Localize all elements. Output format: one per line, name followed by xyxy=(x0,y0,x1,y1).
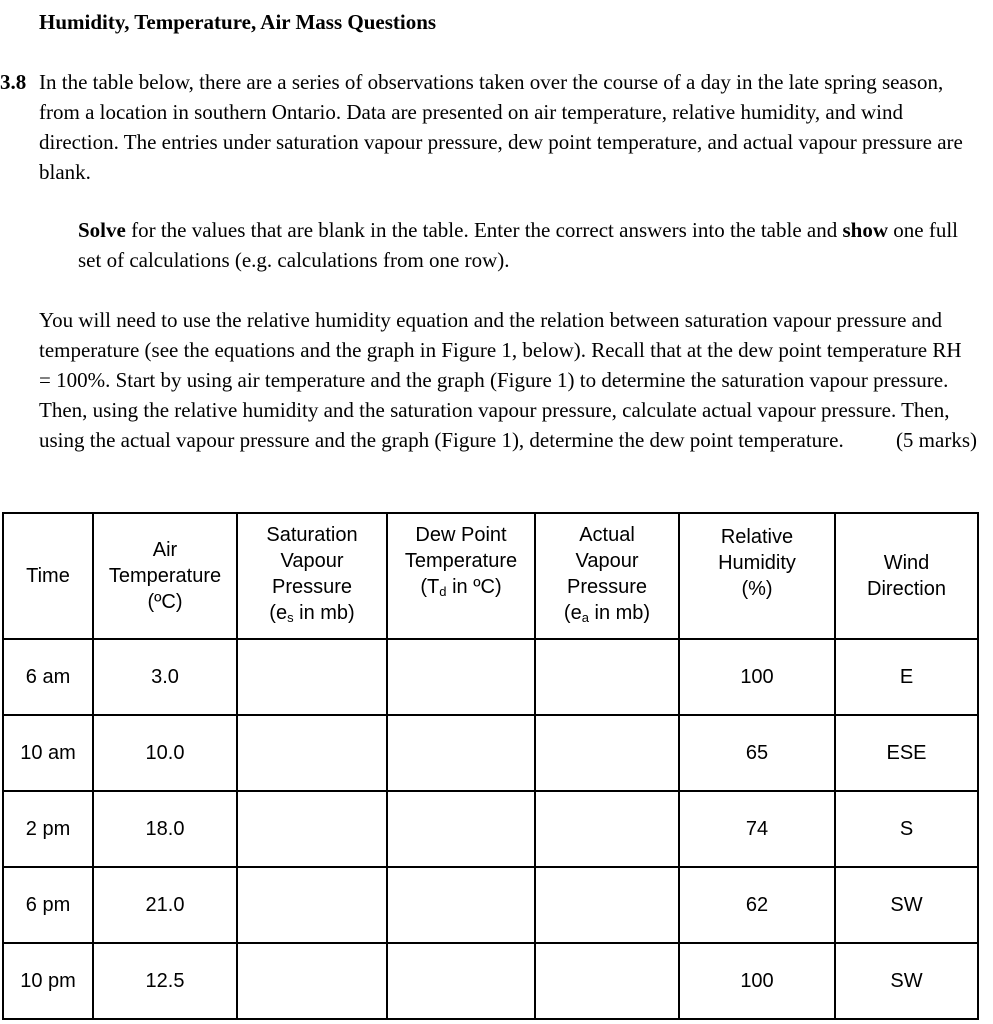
cell-dew-point[interactable] xyxy=(387,943,535,1019)
header-wind-direction: Wind Direction xyxy=(835,513,978,639)
cell-dew-point[interactable] xyxy=(387,791,535,867)
marks-label: (5 marks) xyxy=(895,428,977,452)
cell-svp[interactable] xyxy=(237,639,387,715)
question-number: 3.8 xyxy=(0,70,27,94)
solve-text-1: for the values that are blank in the table. Enter the correct answers into the table and xyxy=(125,218,843,242)
cell-rh: 74 xyxy=(679,791,835,867)
cell-time: 6 am xyxy=(3,639,93,715)
cell-svp[interactable] xyxy=(237,943,387,1019)
cell-rh: 100 xyxy=(679,639,835,715)
table-row xyxy=(3,715,978,791)
header-actual-vapour-pressure: Actual Vapour Pressure ($e_a$ in mb) xyxy=(535,513,679,639)
cell-air-temp: 21.0 xyxy=(93,867,237,943)
header-saturation-vapour-pressure: Saturation Vapour Pressure ($e_s$ in mb) xyxy=(237,513,387,639)
cell-wind: E xyxy=(835,639,978,715)
header-relative-humidity: Relative Humidity (%) xyxy=(679,513,835,639)
header-air-temperature: Air Temperature (ºC) xyxy=(93,513,237,639)
table-row xyxy=(3,639,978,715)
cell-time: 6 pm xyxy=(3,867,93,943)
cell-air-temp: 12.5 xyxy=(93,943,237,1019)
cell-dew-point[interactable] xyxy=(387,639,535,715)
cell-air-temp: 10.0 xyxy=(93,715,237,791)
header-dew-point: Dew Point Temperature ($T_d$ in ºC) xyxy=(387,513,535,639)
table-row xyxy=(3,867,978,943)
cell-wind: SW xyxy=(835,867,978,943)
cell-time: 10 pm xyxy=(3,943,93,1019)
show-bold: show xyxy=(842,218,889,242)
question-paragraph xyxy=(0,67,975,187)
cell-svp[interactable] xyxy=(237,791,387,867)
instructions-text: You will need to use the relative humidity equation and the relation between saturation vapour pressure and temperature (see the equations and the graph in Figure 1, below). Recall that at the dew point temperature RH = 100%. Start by using air temperature and the graph (Figure 1) to determine the saturation vapour pressure. Then, using the relative humidity and the saturation vapour pressure, calculate actual vapour pressure. Then, using the actual vapour pressure and the graph (Figure 1), determine the dew point temperature. xyxy=(39,308,962,452)
cell-dew-point[interactable] xyxy=(387,867,535,943)
cell-avp[interactable] xyxy=(535,639,679,715)
cell-wind: SW xyxy=(835,943,978,1019)
table-row xyxy=(3,791,978,867)
table-header-row xyxy=(3,513,978,639)
page-title: Humidity, Temperature, Air Mass Questions xyxy=(39,10,437,34)
cell-avp[interactable] xyxy=(535,715,679,791)
cell-rh: 100 xyxy=(679,943,835,1019)
cell-wind: S xyxy=(835,791,978,867)
cell-avp[interactable] xyxy=(535,867,679,943)
cell-svp[interactable] xyxy=(237,867,387,943)
cell-time: 10 am xyxy=(3,715,93,791)
table-row xyxy=(3,943,978,1019)
cell-wind: ESE xyxy=(835,715,978,791)
observations-table xyxy=(2,512,979,1020)
header-time: Time xyxy=(3,513,93,639)
cell-svp[interactable] xyxy=(237,715,387,791)
cell-time: 2 pm xyxy=(3,791,93,867)
cell-rh: 62 xyxy=(679,867,835,943)
question-text: In the table below, there are a series of observations taken over the course of a day in the late spring season, from a location in southern Ontario. Data are presented on air temperature, relative humidity, and wind direction. The entries under saturation vapour pressure, dew point temperature, and actual vapour pressure are blank. xyxy=(39,70,963,184)
cell-avp[interactable] xyxy=(535,943,679,1019)
solve-paragraph xyxy=(78,215,958,275)
cell-dew-point[interactable] xyxy=(387,715,535,791)
cell-air-temp: 18.0 xyxy=(93,791,237,867)
cell-rh: 65 xyxy=(679,715,835,791)
cell-avp[interactable] xyxy=(535,791,679,867)
cell-air-temp: 3.0 xyxy=(93,639,237,715)
instructions-paragraph xyxy=(39,305,977,455)
solve-text-2: one full set of calculations (e.g. calculations from one row). xyxy=(78,218,958,272)
solve-bold: Solve xyxy=(78,218,126,242)
